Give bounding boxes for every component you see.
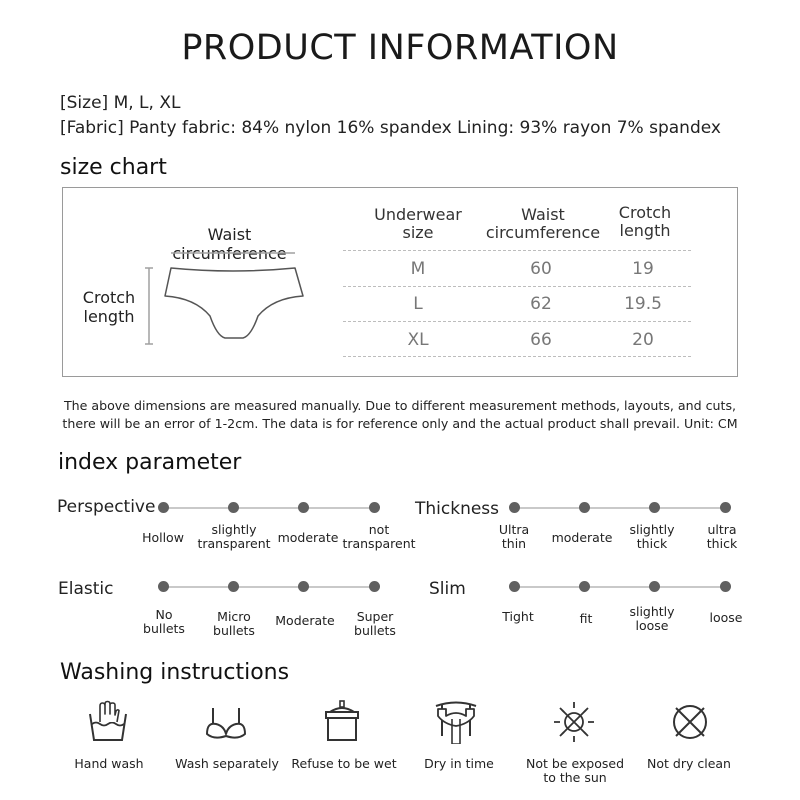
slim-title: Slim [429, 579, 466, 599]
table-divider [343, 321, 691, 322]
perspective-option: not transparent [342, 522, 416, 551]
bra-icon [204, 700, 248, 744]
perspective-option: Hollow [142, 530, 184, 545]
cell-size: M [410, 259, 426, 279]
wash-label-not-exposed-to-sun: Not be exposed to the sun [525, 756, 625, 785]
crotch-length-label [77, 288, 141, 326]
underwear-diagram [143, 246, 313, 346]
thickness-option: slightly thick [629, 522, 675, 551]
waist-circumference-label: Waist circumference [172, 225, 287, 263]
elastic-dot [369, 581, 380, 592]
cell-size: XL [407, 330, 429, 350]
cell-crotch: 20 [632, 330, 654, 350]
page-title: PRODUCT INFORMATION [181, 28, 619, 68]
table-divider [343, 356, 691, 357]
cell-waist: 60 [530, 259, 552, 279]
header-crotch-length: Crotch length [618, 203, 672, 240]
crotch-length-label-line1: Crotch [82, 288, 136, 307]
header-underwear-size: Underwear size [374, 205, 462, 242]
cell-crotch: 19 [632, 259, 654, 279]
elastic-option: Micro bullets [213, 609, 255, 638]
wash-label-not-dry-clean: Not dry clean [647, 756, 731, 771]
wash-label-wash-separately: Wash separately [175, 756, 279, 771]
thickness-dot [579, 502, 590, 513]
measurement-disclaimer: The above dimensions are measured manually. Due to different measurement methods, layouts, and cuts, there will be an error of 1-2cm. The data is for reference only and the actual product shall prevail. Unit: CM [62, 398, 738, 431]
thickness-option: Ultra thin [498, 522, 530, 551]
perspective-option: moderate [277, 530, 339, 545]
cell-waist: 66 [530, 330, 552, 350]
cell-size: L [413, 294, 423, 314]
elastic-dot [158, 581, 169, 592]
slim-dot [579, 581, 590, 592]
elastic-option: No bullets [143, 607, 185, 636]
slim-dot [649, 581, 660, 592]
fabric-spec: [Fabric] Panty fabric: 84% nylon 16% spandex Lining: 93% rayon 7% spandex [60, 118, 721, 138]
thickness-title: Thickness [415, 499, 500, 519]
perspective-dot [298, 502, 309, 513]
no-dry-clean-icon [668, 700, 712, 744]
perspective-option: slightly transparent [197, 522, 271, 551]
no-sun-icon [552, 700, 596, 744]
bucket-icon [320, 700, 364, 744]
elastic-option: Moderate [275, 613, 335, 628]
table-divider [343, 250, 691, 251]
wash-label-hand-wash: Hand wash [74, 756, 144, 771]
elastic-track [164, 586, 375, 588]
elastic-dot [228, 581, 239, 592]
index-parameter-heading: index parameter [58, 450, 242, 475]
thickness-dot [720, 502, 731, 513]
header-waist-circumference: Waist circumference [485, 205, 601, 242]
slim-option: Tight [502, 609, 534, 624]
underwear-outline [165, 268, 303, 338]
size-chart-heading: size chart [60, 155, 167, 180]
elastic-option: Super bullets [354, 609, 396, 638]
perspective-dot [158, 502, 169, 513]
slim-track [515, 586, 726, 588]
table-divider [343, 286, 691, 287]
size-chart-box [62, 187, 738, 377]
slim-option: fit [579, 611, 593, 626]
elastic-dot [298, 581, 309, 592]
perspective-track [164, 507, 375, 509]
perspective-dot [228, 502, 239, 513]
thickness-option: moderate [551, 530, 613, 545]
perspective-title: Perspective [57, 497, 156, 517]
size-spec: [Size] M, L, XL [60, 93, 181, 113]
wash-label-refuse-to-be-wet: Refuse to be wet [291, 756, 397, 771]
thickness-dot [509, 502, 520, 513]
hanging-dry-icon [434, 700, 478, 744]
slim-dot [720, 581, 731, 592]
cell-crotch: 19.5 [624, 294, 662, 314]
elastic-title: Elastic [58, 579, 114, 599]
hand-wash-icon [86, 700, 130, 744]
thickness-option: ultra thick [706, 522, 738, 551]
cell-waist: 62 [530, 294, 552, 314]
crotch-length-label-line2: length [83, 307, 135, 326]
washing-instructions-heading: Washing instructions [60, 660, 290, 685]
slim-option: slightly loose [629, 604, 675, 633]
wash-label-dry-in-time: Dry in time [424, 756, 494, 771]
thickness-dot [649, 502, 660, 513]
slim-dot [509, 581, 520, 592]
perspective-dot [369, 502, 380, 513]
thickness-track [515, 507, 726, 509]
slim-option: loose [709, 610, 743, 625]
